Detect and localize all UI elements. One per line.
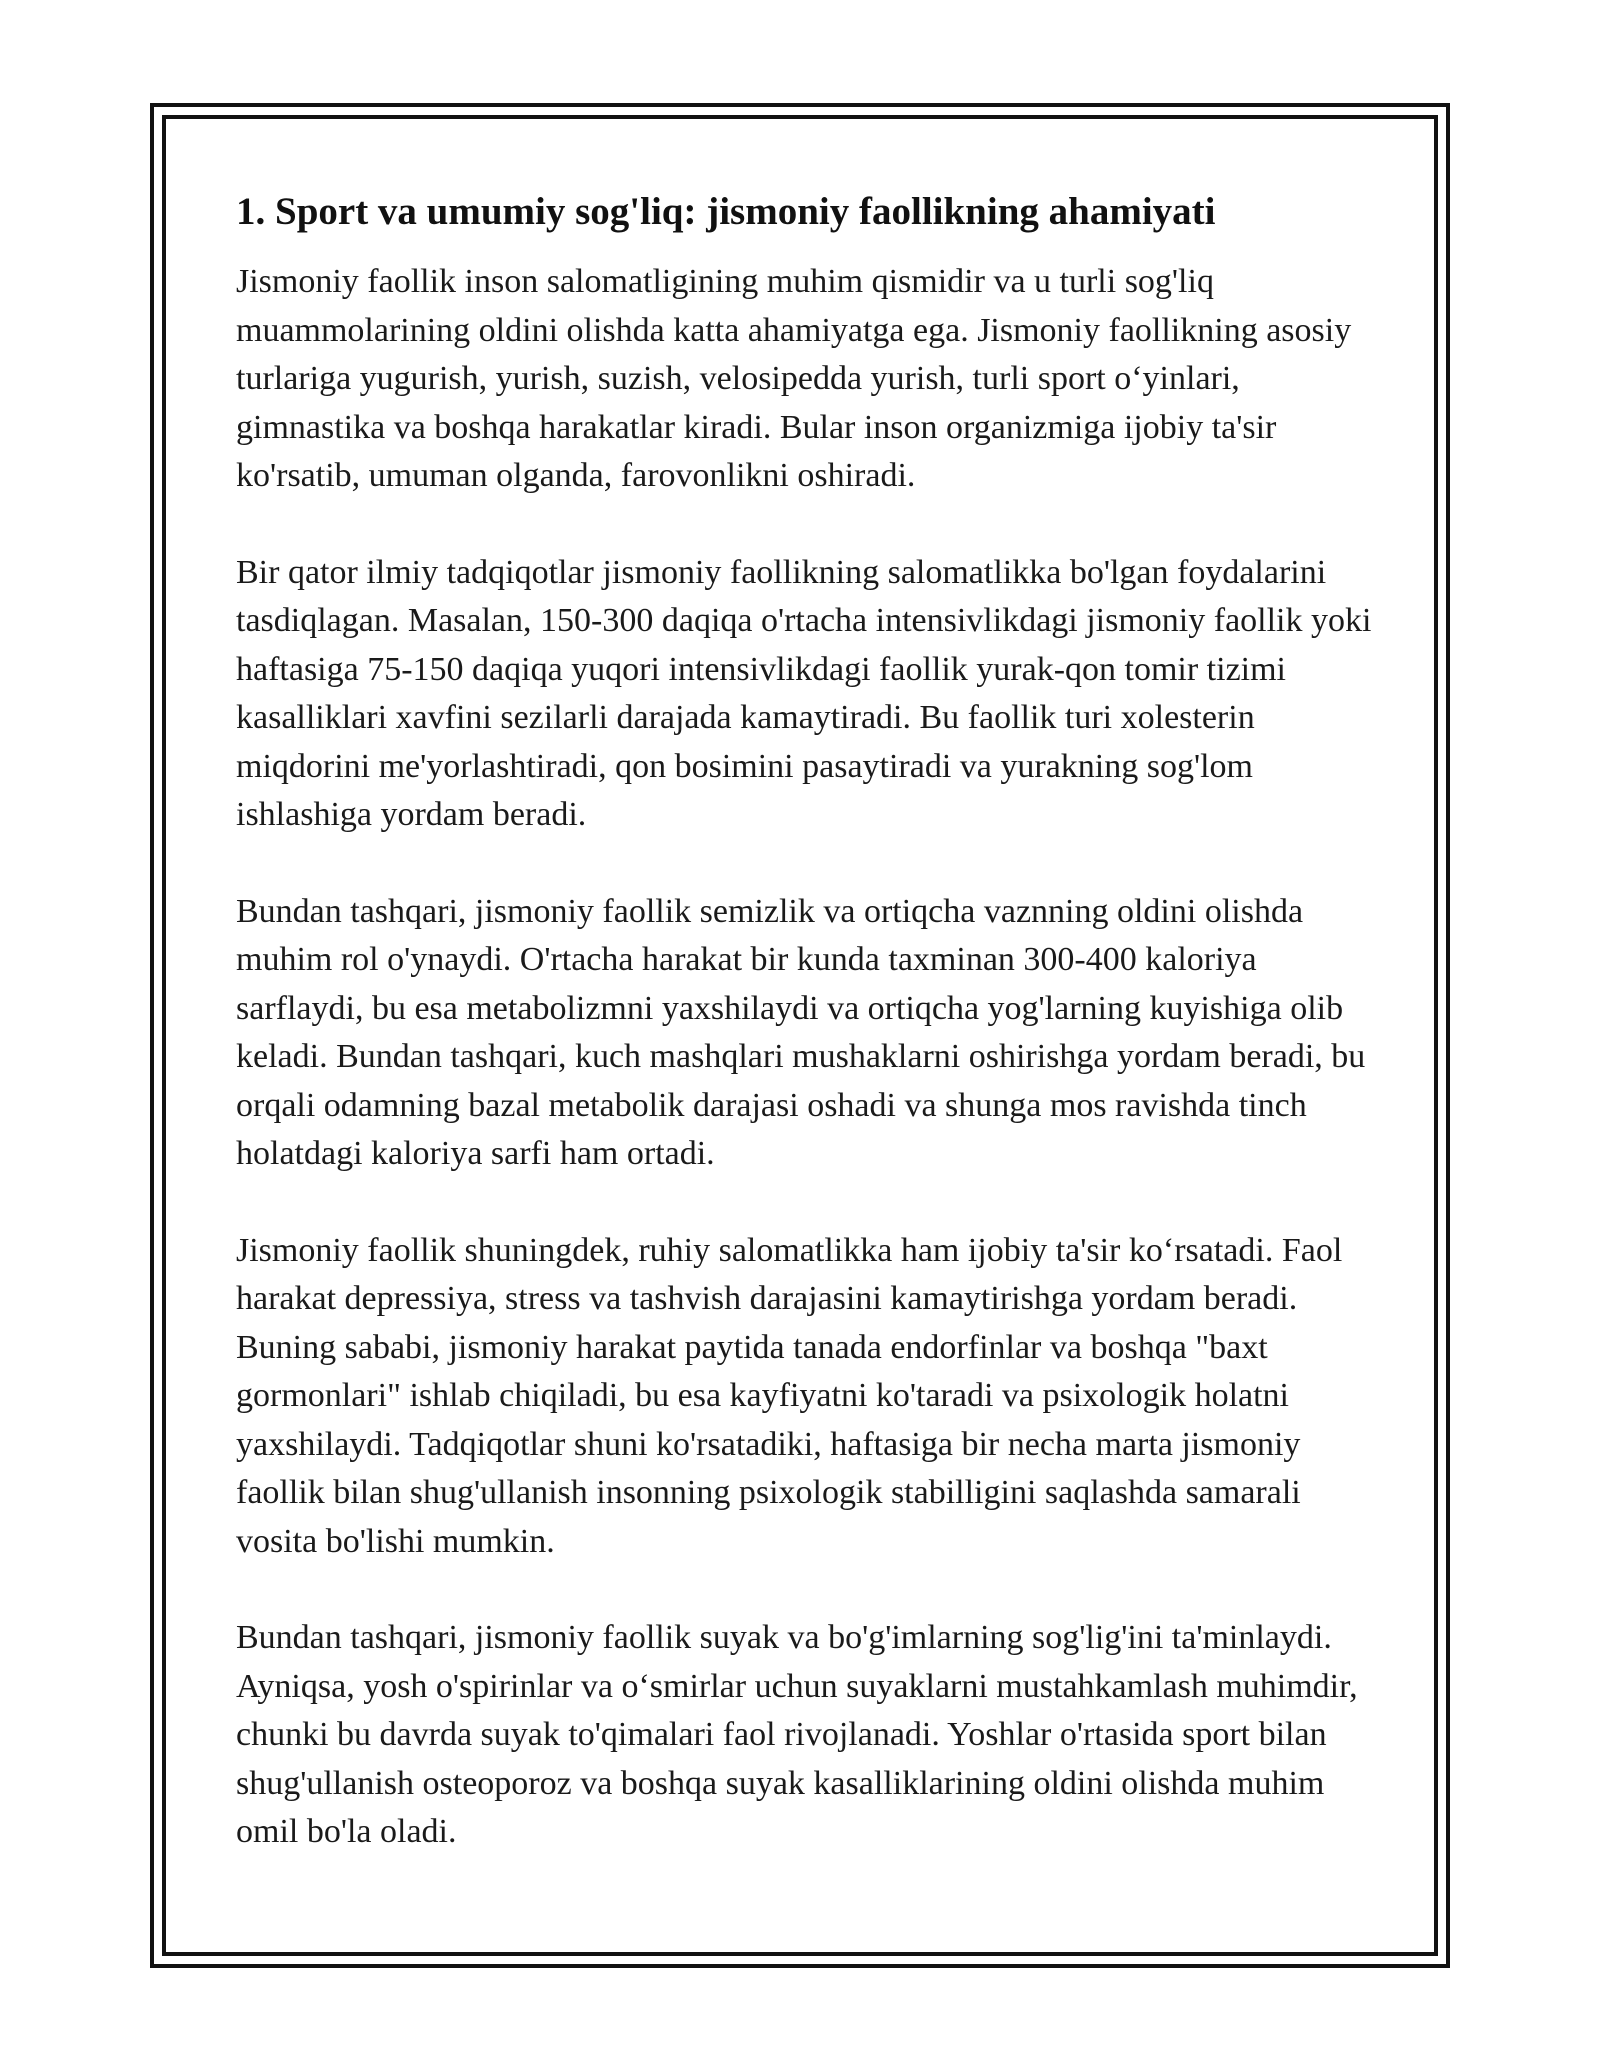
paragraph-3: Bundan tashqari, jismoniy faollik semizlik va ortiqcha vaznning oldini olishda muhim rol o'ynaydi. O'rtacha harakat bir kunda taxminan 300-400 kaloriya sarflaydi, bu esa metabolizmni yaxshilaydi va ortiqcha yog'larning kuyishiga olib keladi. Bundan tashqari, kuch mashqlari mushaklarni oshirishga yordam beradi, bu orqali odamning bazal metabolik darajasi oshadi va shunga mos ravishda tinch holatdagi kaloriya sarfi ham ortadi. xyxy=(236,892,1366,1172)
paragraph-2: Bir qator ilmiy tadqiqotlar jismoniy faollikning salomatlikka bo'lgan foydalarini tasdiqlagan. Masalan, 150-300 daqiqa o'rtacha intensivlikdagi jismoniy faollik yoki haftasiga 75-150 daqiqa yuqori intensivlikdagi faollik yurak-qon tomir tizimi kasalliklari xavfini sezilarli darajada kamaytiradi. Bu faollik turi xolesterin miqdorini me'yorlashtiradi, qon bosimini pasaytiradi va yurakning sog'lom ishlashiga yordam beradi. xyxy=(236,553,1372,833)
section-heading: 1. Sport va umumiy sog'liq: jismoniy faollikning ahamiyati xyxy=(236,190,1216,233)
paragraph-5: Bundan tashqari, jismoniy faollik suyak va bo'g'imlarning sog'lig'ini ta'minlaydi. Ayniqsa, yosh o'spirinlar va o‘smirlar uchun suyaklarni mustahkamlash muhimdir, chunki bu davrda suyak to'qimalari faol rivojlanadi. Yoshlar o'rtasida sport bilan shug'ullanish osteoporoz va boshqa suyak kasalliklarining oldini olishda muhim omil bo'la oladi. xyxy=(236,1619,1358,1850)
paragraph-4: Jismoniy faollik shuningdek, ruhiy salomatlikka ham ijobiy ta'sir ko‘rsatadi. Faol harakat depressiya, stress va tashvish darajasini kamaytirishga yordam beradi. Buning sababi, jismoniy harakat paytida tanada endorfinlar va boshqa "baxt gormonlari" ishlab chiqiladi, bu esa kayfiyatni ko'taradi va psixologik holatni yaxshilaydi. Tadqiqotlar shuni ko'rsatadiki, haftasiga bir necha marta jismoniy faollik bilan shug'ullanish insonning psixologik stabilligini saqlashda samarali vosita bo'lishi mumkin. xyxy=(236,1231,1343,1560)
document-body xyxy=(236,188,1376,1905)
paragraph-1: Jismoniy faollik inson salomatligining muhim qismidir va u turli sog'liq muammolarining oldini olishda katta ahamiyatga ega. Jismoniy faollikning asosiy turlariga yugurish, yurish, suzish, velosipedda yurish, turli sport o‘yinlari, gimnastika va boshqa harakatlar kiradi. Bular inson organizmiga ijobiy ta'sir ko'rsatib, umuman olganda, farovonlikni oshiradi. xyxy=(236,263,1352,494)
